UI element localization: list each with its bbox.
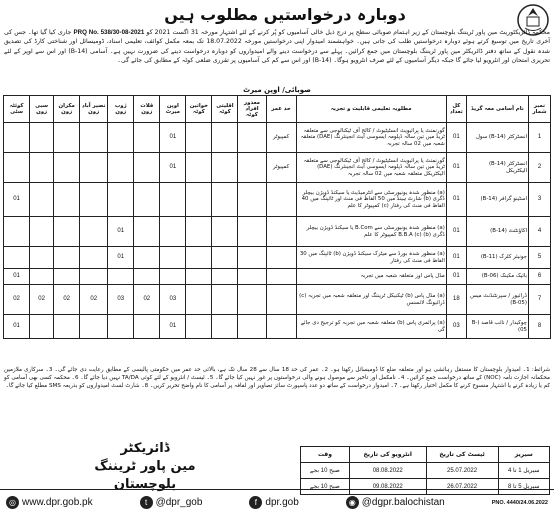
- open-merit-cell: [160, 217, 186, 247]
- quetta-city-cell: 01: [4, 183, 30, 217]
- open-merit-cell: [160, 247, 186, 269]
- serial-cell: 6: [528, 269, 550, 285]
- quetta-city-cell: 01: [4, 269, 30, 285]
- minority-quota-cell: [212, 247, 238, 269]
- women-quota-cell: [186, 285, 212, 315]
- age-cell: [266, 285, 296, 315]
- col-header: قلات زون: [134, 96, 160, 123]
- col-header: نمبر شمار: [528, 96, 550, 123]
- total-cell: 03: [446, 315, 466, 339]
- schedule-col-header: وقت: [301, 447, 350, 463]
- schedule-table: [300, 446, 550, 495]
- quetta-city-cell: 01: [4, 315, 30, 339]
- serial-cell: 8: [528, 315, 550, 339]
- sibi-zone-cell: [30, 315, 54, 339]
- minority-quota-cell: [212, 153, 238, 183]
- sibi-zone-cell: 02: [30, 285, 54, 315]
- post-name-cell: بائیک مکینک (B-06): [466, 269, 528, 285]
- age-cell: [266, 315, 296, 339]
- zhob-zone-cell: [108, 153, 134, 183]
- post-name-cell: چوکیدار / نائب قاصد (B-05): [466, 315, 528, 339]
- sibi-zone-cell: [30, 183, 54, 217]
- makran-zone-cell: 02: [54, 285, 80, 315]
- twitter-handle: @dpr_gob: [155, 497, 203, 508]
- minority-quota-cell: [212, 315, 238, 339]
- schedule-col-header: سیریز: [498, 447, 549, 463]
- disabled-quota-cell: [238, 153, 266, 183]
- table-row: [4, 269, 551, 285]
- disabled-quota-cell: [238, 183, 266, 217]
- table-row: [4, 315, 551, 339]
- nasirabad-zone-cell: [80, 217, 108, 247]
- instagram-handle: @dgpr.balochistan: [361, 497, 445, 508]
- instagram-link[interactable]: [346, 496, 445, 509]
- total-cell: 01: [446, 247, 466, 269]
- schedule-row: [301, 463, 550, 479]
- table-row: [4, 217, 551, 247]
- schedule-interview-date: 09.08.2022: [349, 479, 426, 495]
- open-merit-cell: 01: [160, 315, 186, 339]
- open-merit-cell: 03: [160, 285, 186, 315]
- facebook-handle: dpr.gob: [265, 497, 299, 508]
- signature-department: مین پاور ٹریننگ بلوچستان: [94, 459, 196, 492]
- total-cell: 01: [446, 183, 466, 217]
- footer-bar: [0, 489, 554, 515]
- zhob-zone-cell: [108, 183, 134, 217]
- kalat-zone-cell: [134, 247, 160, 269]
- zhob-zone-cell: [108, 315, 134, 339]
- women-quota-cell: [186, 269, 212, 285]
- kalat-zone-cell: [134, 153, 160, 183]
- age-cell: [266, 247, 296, 269]
- post-name-cell: ڈرائیور / سپرنٹنڈنٹ میس (B-05): [466, 285, 528, 315]
- globe-icon: ◎: [6, 496, 19, 509]
- nasirabad-zone-cell: [80, 247, 108, 269]
- open-merit-cell: 01: [160, 123, 186, 153]
- makran-zone-cell: [54, 247, 80, 269]
- schedule-header-row: [301, 447, 550, 463]
- minority-quota-cell: [212, 269, 238, 285]
- nasirabad-zone-cell: 02: [80, 285, 108, 315]
- qualification-cell: (a) مڈل پاس (b) ٹیکنیکل ٹریننگ اور متعلقہ شعبہ میں تجربہ (c) ڈرائیونگ لائسنس: [296, 285, 446, 315]
- total-cell: 01: [446, 269, 466, 285]
- sibi-zone-cell: [30, 123, 54, 153]
- qualification-cell: (a) منظور شدہ بورڈ سے میٹرک سیکنڈ ڈویژن (b) ٹائپنگ میں 30 الفاظ فی منٹ کی رفتار: [296, 247, 446, 269]
- sibi-zone-cell: [30, 269, 54, 285]
- serial-cell: 7: [528, 285, 550, 315]
- disabled-quota-cell: [238, 247, 266, 269]
- kalat-zone-cell: [134, 217, 160, 247]
- qualification-cell: مڈل پاس اور متعلقہ شعبہ میں تجربہ: [296, 269, 446, 285]
- col-header: مطلوبہ تعلیمی قابلیت و تجربہ: [296, 96, 446, 123]
- prq-number: PRQ No. 538/30-08-2021: [73, 29, 145, 36]
- intro-text-post: جاری کیا گیا تھا۔ جس کی آخری تاریخ میں توسیع کرتے ہوئے دوبارہ درخواستیں طلب کی جاتی ہیں۔ خواہشمند امیدوار اپنی درخواستیں مورخہ 18.07.2022 تک بمعہ مکمل کوائف، تعلیمی اسناد، ڈومیسائل اور شناختی کارڈ کی تصدیق شدہ نقول کے ساتھ دفتر ڈائریکٹر مین پاور ٹریننگ بلوچستان میں جمع کرائیں۔ پہلے سے درخواست دینے والے امیدواروں کو دوبارہ درخواست دینے کی ضرورت نہیں ہے۔ آسامی (B-14) اور اس سے اوپر کے لئے تحریری امتحان اور انٹرویو لیا جائے گا جبکہ دیگر آسامیوں کے لئے صرف انٹرویو ہوگا۔ (B-14) اور اس سے کم کی آسامیوں پر تقرری ضلعی کوٹہ کے مطابق کی جائے گی۔: [4, 29, 550, 65]
- open-merit-cell: [160, 269, 186, 285]
- table-header-row: [4, 96, 551, 123]
- qualification-cell: (a) منظور شدہ یونیورسٹی سے انٹرمیڈیٹ یا سیکنڈ ڈویژن بیچلر ڈگری (b) شارٹ ہینڈ میں 50 الفاظ فی منٹ اور ٹائپنگ میں 40 الفاظ فی منٹ کی رفتار (c) کمپیوٹر کا علم: [296, 183, 446, 217]
- zhob-zone-cell: [108, 269, 134, 285]
- facebook-icon: f: [249, 496, 262, 509]
- qualification-cell: (a) پرائمری پاس (b) متعلقہ شعبہ میں تجربہ کو ترجیح دی جائے گی: [296, 315, 446, 339]
- total-cell: 01: [446, 123, 466, 153]
- age-cell: کمپیوٹر: [266, 153, 296, 183]
- zhob-zone-cell: [108, 123, 134, 153]
- minority-quota-cell: [212, 123, 238, 153]
- open-merit-cell: [160, 183, 186, 217]
- website-text: www.dpr.gob.pk: [22, 497, 93, 508]
- nasirabad-zone-cell: [80, 269, 108, 285]
- total-cell: 18: [446, 285, 466, 315]
- quetta-city-cell: [4, 217, 30, 247]
- website-link[interactable]: [6, 496, 93, 509]
- schedule-test-date: 25.07.2022: [426, 463, 498, 479]
- minority-quota-cell: [212, 285, 238, 315]
- post-name-cell: اکاؤنٹنٹ (B-14): [466, 217, 528, 247]
- makran-zone-cell: [54, 217, 80, 247]
- nasirabad-zone-cell: [80, 315, 108, 339]
- total-cell: 01: [446, 217, 466, 247]
- women-quota-cell: [186, 153, 212, 183]
- women-quota-cell: [186, 315, 212, 339]
- col-header: معذور افراد کوٹہ: [238, 96, 266, 123]
- intro-text-pre: محکمہ ڈائریکٹوریٹ مین پاور ٹریننگ بلوچستان کے زیر اہتمام صوبائی سطح پر درج ذیل خالی آسامیوں کو پُر کرنے کے لئے اشتہار مورخہ 31 اگست 2021 کو: [146, 29, 550, 36]
- age-cell: [266, 183, 296, 217]
- makran-zone-cell: [54, 153, 80, 183]
- col-header: سبی زون: [30, 96, 54, 123]
- table-row: [4, 247, 551, 269]
- signature-title: ڈائریکٹر: [120, 441, 170, 456]
- open-merit-cell: 01: [160, 153, 186, 183]
- col-header: کوئٹہ سٹی: [4, 96, 30, 123]
- women-quota-cell: [186, 217, 212, 247]
- total-cell: 01: [446, 153, 466, 183]
- nasirabad-zone-cell: [80, 153, 108, 183]
- women-quota-cell: [186, 123, 212, 153]
- qualification-cell: گورنمنٹ یا پرائیویٹ انسٹیٹیوٹ / کالج آف ٹیکنالوجی سے متعلقہ ٹریڈ میں تین سالہ ڈپلومہ ایسوسی ایٹ انجینئرنگ (DAE) متعلقہ شعبہ میں 02 سالہ تجربہ: [296, 123, 446, 153]
- col-header: نام آسامی معہ گریڈ: [466, 96, 528, 123]
- zhob-zone-cell: 01: [108, 217, 134, 247]
- terms-and-conditions: شرائط: 1۔ امیدوار بلوچستان کا مستقل رہائشی ہو اور متعلقہ ضلع کا ڈومیسائل رکھتا ہو۔ 2۔ عمر کی حد 18 سال سے 28 سال تک ہے، بالائی حد عمر میں حکومتی پالیسی کے مطابق رعایت دی جائے گی۔ 3۔ سرکاری ملازمین محکمانہ اجازت نامہ (NOC) کے ساتھ درخواست جمع کرائیں۔ 4۔ نامکمل اور تاخیر سے موصول ہونے والی درخواستوں پر غور نہیں کیا جائے گا۔ 5۔ ٹیسٹ / انٹرویو کے لئے کوئی TA/DA نہیں دیا جائے گا۔ 6۔ محکمہ کسی بھی آسامی کو کم یا زیادہ کرنے یا اشتہار منسوخ کرنے کا مکمل اختیار رکھتا ہے۔ 7۔ امیدوار درخواست کے ساتھ دو عدد پاسپورٹ سائز تصاویر اور لفافہ پر آسامی کا نام واضح تحریر کریں۔ 8۔ شارٹ لسٹ امیدواروں کو بذریعہ SMS مطلع کیا جائے گا۔: [4, 367, 551, 390]
- schedule-col-header: انٹرویو کی تاریخ: [349, 447, 426, 463]
- col-header: حد عمر: [266, 96, 296, 123]
- pno-number: PNO. 4440/24.06.2022: [491, 499, 548, 506]
- kalat-zone-cell: [134, 183, 160, 217]
- post-name-cell: انسٹرکٹر (B-14) سول: [466, 123, 528, 153]
- schedule-interview-date: 08.08.2022: [349, 463, 426, 479]
- col-header: اقلیتی کوٹہ: [212, 96, 238, 123]
- schedule-test-date: 26.07.2022: [426, 479, 498, 495]
- kalat-zone-cell: [134, 123, 160, 153]
- col-header: کل تعداد: [446, 96, 466, 123]
- intro-paragraph: [4, 28, 550, 66]
- section-heading: صوبائی/ اوپن میرٹ: [243, 86, 311, 94]
- kalat-zone-cell: [134, 269, 160, 285]
- schedule-time: صبح 10 بجے: [301, 463, 350, 479]
- age-cell: [266, 269, 296, 285]
- instagram-icon: ◉: [346, 496, 359, 509]
- schedule-series: سیریل 5 تا 8: [498, 479, 549, 495]
- serial-cell: 4: [528, 217, 550, 247]
- schedule-series: سیریل 1 تا 4: [498, 463, 549, 479]
- zhob-zone-cell: 01: [108, 247, 134, 269]
- minority-quota-cell: [212, 183, 238, 217]
- serial-cell: 1: [528, 123, 550, 153]
- quetta-city-cell: 02: [4, 285, 30, 315]
- col-header: خواتین کوٹہ: [186, 96, 212, 123]
- col-header: مکران زون: [54, 96, 80, 123]
- sibi-zone-cell: [30, 217, 54, 247]
- makran-zone-cell: [54, 315, 80, 339]
- post-name-cell: انسٹرکٹر (B-14) الیکٹریکل: [466, 153, 528, 183]
- disabled-quota-cell: [238, 217, 266, 247]
- table-row: [4, 183, 551, 217]
- page-title: دوبارہ درخواستیں مطلوب ہیں: [164, 5, 406, 24]
- col-header: نصیر آباد زون: [80, 96, 108, 123]
- table-row: [4, 153, 551, 183]
- twitter-icon: t: [140, 496, 153, 509]
- qualification-cell: گورنمنٹ یا پرائیویٹ انسٹیٹیوٹ / کالج آف ٹیکنالوجی سے متعلقہ ٹریڈ میں تین سالہ ڈپلومہ ایسوسی ایٹ انجینئرنگ (DAE) الیکٹریکل متعلقہ شعبہ میں 02 سالہ تجربہ: [296, 153, 446, 183]
- serial-cell: 5: [528, 247, 550, 269]
- makran-zone-cell: [54, 183, 80, 217]
- quetta-city-cell: [4, 153, 30, 183]
- schedule-time: صبح 10 بجے: [301, 479, 350, 495]
- nasirabad-zone-cell: [80, 183, 108, 217]
- signature-block: [70, 440, 220, 494]
- age-cell: کمپیوٹر: [266, 123, 296, 153]
- facebook-link[interactable]: [249, 496, 298, 509]
- disabled-quota-cell: [238, 269, 266, 285]
- table-row: [4, 123, 551, 153]
- serial-cell: 3: [528, 183, 550, 217]
- age-cell: [266, 217, 296, 247]
- minority-quota-cell: [212, 217, 238, 247]
- schedule-col-header: ٹیسٹ کی تاریخ: [426, 447, 498, 463]
- post-name-cell: اسٹینو گرافر (B-14): [466, 183, 528, 217]
- twitter-link[interactable]: [140, 496, 203, 509]
- qualification-cell: (a) منظور شدہ یونیورسٹی سے B.Com یا سیکنڈ ڈویژن بیچلر ڈگری (b) B.B.A (c) کمپیوٹر کا علم: [296, 217, 446, 247]
- post-name-cell: جونیئر کلرک (B-11): [466, 247, 528, 269]
- quetta-city-cell: [4, 247, 30, 269]
- serial-cell: 2: [528, 153, 550, 183]
- makran-zone-cell: [54, 269, 80, 285]
- quetta-city-cell: [4, 123, 30, 153]
- sibi-zone-cell: [30, 247, 54, 269]
- nasirabad-zone-cell: [80, 123, 108, 153]
- col-header: اوپن میرٹ: [160, 96, 186, 123]
- sibi-zone-cell: [30, 153, 54, 183]
- women-quota-cell: [186, 183, 212, 217]
- col-header: ژوب زون: [108, 96, 134, 123]
- disabled-quota-cell: [238, 123, 266, 153]
- vacancy-table: [3, 95, 551, 339]
- women-quota-cell: [186, 247, 212, 269]
- table-row: [4, 285, 551, 315]
- disabled-quota-cell: [238, 285, 266, 315]
- disabled-quota-cell: [238, 315, 266, 339]
- zhob-zone-cell: 03: [108, 285, 134, 315]
- kalat-zone-cell: [134, 315, 160, 339]
- makran-zone-cell: [54, 123, 80, 153]
- kalat-zone-cell: 02: [134, 285, 160, 315]
